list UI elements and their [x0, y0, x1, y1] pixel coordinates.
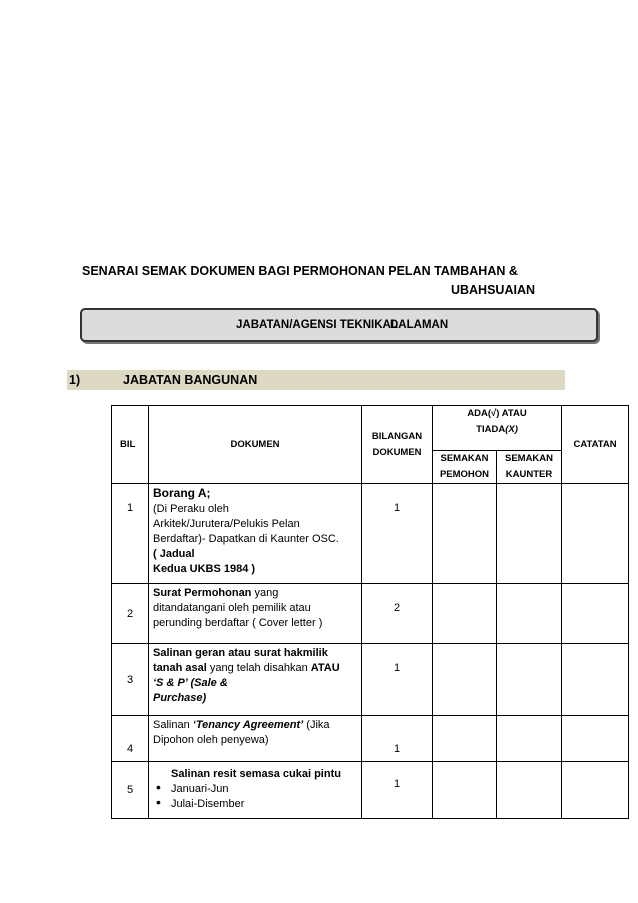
cell-semakan-pemohon[interactable]: [433, 484, 497, 584]
agency-banner: [80, 308, 598, 342]
cell-catatan[interactable]: [562, 584, 629, 644]
cell-semakan-kaunter[interactable]: [497, 584, 562, 644]
cell-semakan-pemohon[interactable]: [433, 644, 497, 716]
row-qty: 1: [362, 716, 433, 762]
cell-catatan[interactable]: [562, 762, 629, 819]
header-semakan-kaunter-1: SEMAKAN: [504, 453, 554, 464]
header-ada-line-2a: TIADA: [476, 424, 506, 435]
row4-pre: Salinan: [153, 719, 193, 731]
cell-semakan-kaunter[interactable]: [497, 644, 562, 716]
row-bil: 2: [112, 584, 149, 644]
table-row: [112, 644, 629, 716]
row5-bold: Salinan resit semasa cukai pintu: [171, 768, 341, 780]
row5-list: [153, 782, 357, 812]
header-catatan: CATATAN: [562, 406, 629, 484]
row-dokumen: [149, 584, 362, 644]
header-semakan-pemohon: [433, 451, 497, 484]
row-dokumen: [149, 484, 362, 584]
row2-line2: ditandatangani oleh pemilik atau: [153, 602, 311, 614]
title-line-1: SENARAI SEMAK DOKUMEN BAGI PERMOHONAN PELAN TAMBAHAN &: [82, 264, 518, 278]
row1-line2: (Di Peraku oleh: [153, 503, 229, 515]
row1-line5: ( Jadual: [153, 548, 195, 560]
header-bilangan-line-1: BILANGAN: [371, 430, 423, 442]
row-dokumen: [149, 762, 362, 819]
cell-semakan-pemohon[interactable]: [433, 584, 497, 644]
header-ada-line-1: ADA(√) ATAU: [467, 408, 527, 419]
header-semakan-pemohon-1: SEMAKAN: [440, 453, 489, 464]
header-semakan-kaunter: [497, 451, 562, 484]
cell-catatan[interactable]: [562, 716, 629, 762]
row-bil: 4: [112, 716, 149, 762]
header-ada-line-2b: (X): [505, 424, 518, 435]
row3-bi1: ‘S & P’ (Sale &: [153, 677, 228, 689]
section-header: [67, 370, 565, 390]
cell-semakan-pemohon[interactable]: [433, 716, 497, 762]
row-dokumen: [149, 716, 362, 762]
row2-rest1: yang: [251, 587, 279, 599]
row3-mid: yang telah disahkan: [206, 662, 311, 674]
table-row: [112, 716, 629, 762]
row-qty: 1: [362, 762, 433, 819]
row3-bi2: Purchase): [153, 692, 207, 704]
section-label: JABATAN BANGUNAN: [123, 373, 258, 387]
row3-bold3: ATAU: [310, 662, 340, 674]
row1-line6: Kedua UKBS 1984 ): [153, 563, 256, 575]
cell-semakan-kaunter[interactable]: [497, 716, 562, 762]
cell-semakan-kaunter[interactable]: [497, 484, 562, 584]
header-ada-tiada: [433, 406, 562, 451]
header-bil: BIL: [112, 406, 149, 484]
cell-catatan[interactable]: [562, 644, 629, 716]
row-qty: 1: [362, 644, 433, 716]
row-qty: 1: [362, 484, 433, 584]
header-bilangan-line-2: DOKUMEN: [372, 446, 422, 458]
row-dokumen: [149, 644, 362, 716]
cell-catatan[interactable]: [562, 484, 629, 584]
row1-line4: Berdaftar)- Dapatkan di Kaunter OSC.: [153, 533, 339, 545]
row1-line1: Borang A;: [153, 486, 211, 500]
banner-text-internal: DALAMAN: [390, 319, 449, 331]
row3-bold1: Salinan geran atau surat hakmilik: [153, 647, 328, 659]
row-qty: 2: [362, 584, 433, 644]
row1-line3: Arkitek/Jurutera/Pelukis Pelan: [153, 518, 300, 530]
section-number: 1): [69, 373, 81, 387]
header-bilangan-dokumen: [362, 406, 433, 484]
row4-post: (Jika: [303, 719, 330, 731]
row2-line3: perunding berdaftar ( Cover letter ): [153, 617, 323, 629]
header-semakan-pemohon-2: PEMOHON: [439, 469, 490, 480]
table-header-row: [112, 406, 629, 451]
checklist-table: [111, 405, 629, 819]
row3-bold2: tanah asal: [153, 662, 207, 674]
row-bil: 1: [112, 484, 149, 584]
row-bil: 5: [112, 762, 149, 819]
table-row: [112, 584, 629, 644]
list-item: • Julai-Disember: [171, 797, 357, 812]
header-dokumen: DOKUMEN: [149, 406, 362, 484]
cell-semakan-pemohon[interactable]: [433, 762, 497, 819]
table-row: [112, 484, 629, 584]
row4-line2: Dipohon oleh penyewa): [153, 734, 269, 746]
page-title: [60, 262, 535, 300]
list-item: • Januari-Jun: [171, 782, 357, 797]
banner-text-agency: JABATAN/AGENSI TEKNIKAL: [236, 319, 398, 331]
row-bil: 3: [112, 644, 149, 716]
header-semakan-kaunter-2: KAUNTER: [505, 469, 553, 480]
title-line-2: UBAHSUAIAN: [450, 283, 535, 297]
row4-bi: ‘Tenancy Agreement’: [192, 719, 304, 731]
cell-semakan-kaunter[interactable]: [497, 762, 562, 819]
row2-bold: Surat Permohonan: [153, 587, 252, 599]
table-row: [112, 762, 629, 819]
